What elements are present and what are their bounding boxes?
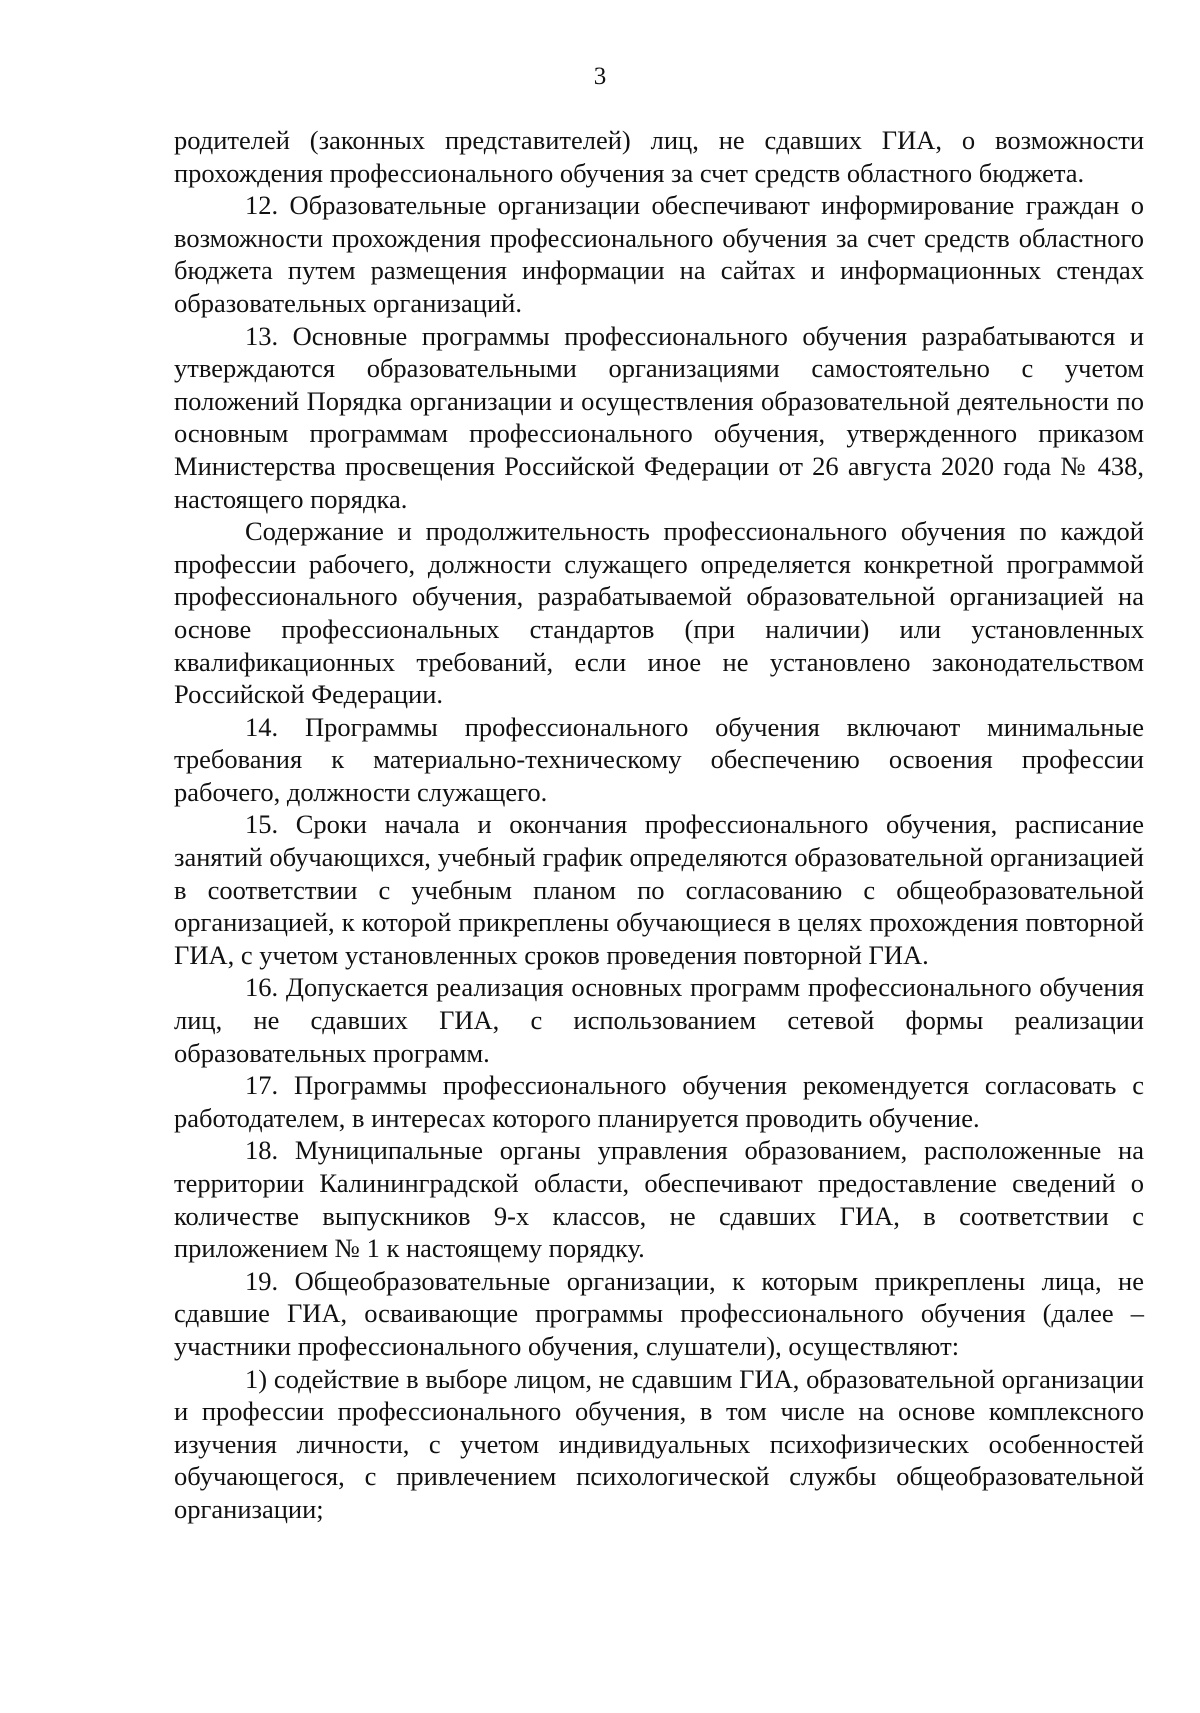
paragraph-18: 18. Муниципальные органы управления образованием, расположенные на территории Калининградской области, обеспечивают предоставление сведений о количестве выпускников 9-х классов, не сдавших ГИА, в соответствии с приложением № 1 к настоящему порядку. [174,1135,1144,1264]
paragraph-14: 14. Программы профессионального обучения включают минимальные требования к материально-техническому обеспечению освоения профессии рабочего, должности служащего. [174,711,1144,807]
paragraph-continuation: родителей (законных представителей) лиц, не сдавших ГИА, о возможности прохождения профессионального обучения за счет средств областного бюджета. [174,125,1144,188]
paragraph-17: 17. Программы профессионального обучения рекомендуется согласовать с работодателем, в интересах которого планируется проводить обучение. [174,1070,1144,1133]
paragraph-15: 15. Сроки начала и окончания профессионального обучения, расписание занятий обучающихся, учебный график определяются образовательной организацией в соответствии с учебным планом по согласованию с общеобразовательной организацией, к которой прикреплены обучающиеся в целях прохождения повторной ГИА, с учетом установленных сроков проведения повторной ГИА. [174,809,1144,970]
document-body [174,124,1144,1526]
paragraph-19: 19. Общеобразовательные организации, к которым прикреплены лица, не сдавшие ГИА, осваивающие программы профессионального обучения (далее – участники профессионального обучения, слушатели), осуществляют: [174,1265,1144,1361]
paragraph-12: 12. Образовательные организации обеспечивают информирование граждан о возможности прохождения профессионального обучения за счет средств областного бюджета путем размещения информации на сайтах и информационных стендах образовательных организаций. [174,190,1144,318]
paragraph-13-content: Содержание и продолжительность профессионального обучения по каждой профессии рабочего, должности служащего определяется конкретной программой профессионального обучения, разрабатываемой образовательной организацией на основе профессиональных стандартов (при наличии) или установленных квалификационных требований, если иное не установлено законодательством Российской Федерации. [174,516,1144,710]
paragraph-19-item-1: 1) содействие в выборе лицом, не сдавшим ГИА, образовательной организации и профессии профессионального обучения, в том числе на основе комплексного изучения личности, с учетом индивидуальных психофизических особенностей обучающегося, с привлечением психологической службы общеобразовательной организации; [174,1363,1144,1524]
page-number: 3 [593,63,607,90]
paragraph-16: 16. Допускается реализация основных программ профессионального обучения лиц, не сдавших ГИА, с использованием сетевой формы реализации образовательных программ. [174,972,1144,1068]
paragraph-13: 13. Основные программы профессионального обучения разрабатываются и утверждаются образовательными организациями самостоятельно с учетом положений Порядка организации и осуществления образовательной деятельности по основным программам профессионального обучения, утвержденного приказом Министерства просвещения Российской Федерации от 26 августа 2020 года № 438, настоящего порядка. [174,320,1144,514]
